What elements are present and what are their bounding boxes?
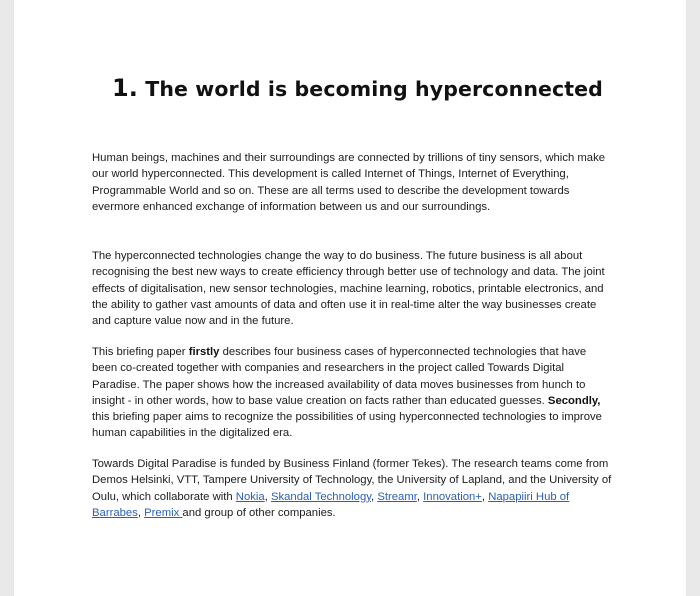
link-skandal-technology[interactable]: Skandal Technology [270, 490, 372, 503]
link-streamr[interactable]: Streamr [377, 490, 417, 503]
emphasis-secondly: Secondly, [547, 394, 601, 407]
paragraph-funding-tail: and group of other companies. [182, 506, 336, 519]
section-heading [112, 74, 603, 102]
paragraph-briefing-text-d: this briefing paper aims to recognize the possibilities of using hyperconnected technologies to improve human capabilities in the digitalized era. [92, 411, 602, 440]
document-page [14, 0, 686, 596]
separator: , [371, 490, 378, 503]
separator: , [137, 506, 145, 519]
paragraph-briefing [92, 344, 612, 442]
section-number: 1. [112, 74, 139, 102]
paragraph-intro: Human beings, machines and their surroundings are connected by trillions of tiny sensors, which make our world hyperconnected. This development is called Internet of Things, Internet of Everything, Programmable World and so on. These are all terms used to describe the development towards evermore enhanced exchange of information between us and our surroundings. [92, 152, 606, 213]
separator: , [481, 490, 489, 503]
paragraph-business: The hyperconnected technologies change the way to do business. The future business is all about recognising the best new ways to create efficiency through better use of technology and data. The joint effects of digitalisation, new sensor technologies, machine learning, robotics, printable electronics, and the ability to gather vast amounts of data and often use it in real-time alter the way businesses create and capture value now and in the future. [92, 250, 605, 328]
link-napapiiri-hub[interactable]: Napapiiri Hub of Barrabes [92, 490, 570, 519]
emphasis-firstly: firstly [188, 346, 220, 358]
link-premix[interactable]: Premix [144, 506, 183, 519]
link-nokia[interactable]: Nokia [235, 490, 265, 503]
separator: , [416, 490, 424, 503]
section-title: The world is becoming hyperconnected [145, 77, 603, 101]
paragraph-briefing-text-c: describes four business cases of hyperconnected technologies that have been co-created together with companies and researchers in the project called Towards Digital Paradise. The paper shows how the increased availability of data moves businesses from hunch to insight - in other words, how to base value creation on facts rather than educated guesses. [92, 346, 587, 407]
link-innovation-plus[interactable]: Innovation+ [423, 490, 482, 503]
separator: , [264, 490, 271, 503]
paragraph-funding-text: Towards Digital Paradise is funded by Business Finland (former Tekes). The research teams come from Demos Helsinki, VTT, Tampere University of Technology, the University of Lapland, and the University of Oulu, which collaborate with [92, 458, 612, 503]
paragraph-briefing-text-a: This briefing paper [92, 346, 189, 358]
paragraph-funding [92, 456, 612, 521]
